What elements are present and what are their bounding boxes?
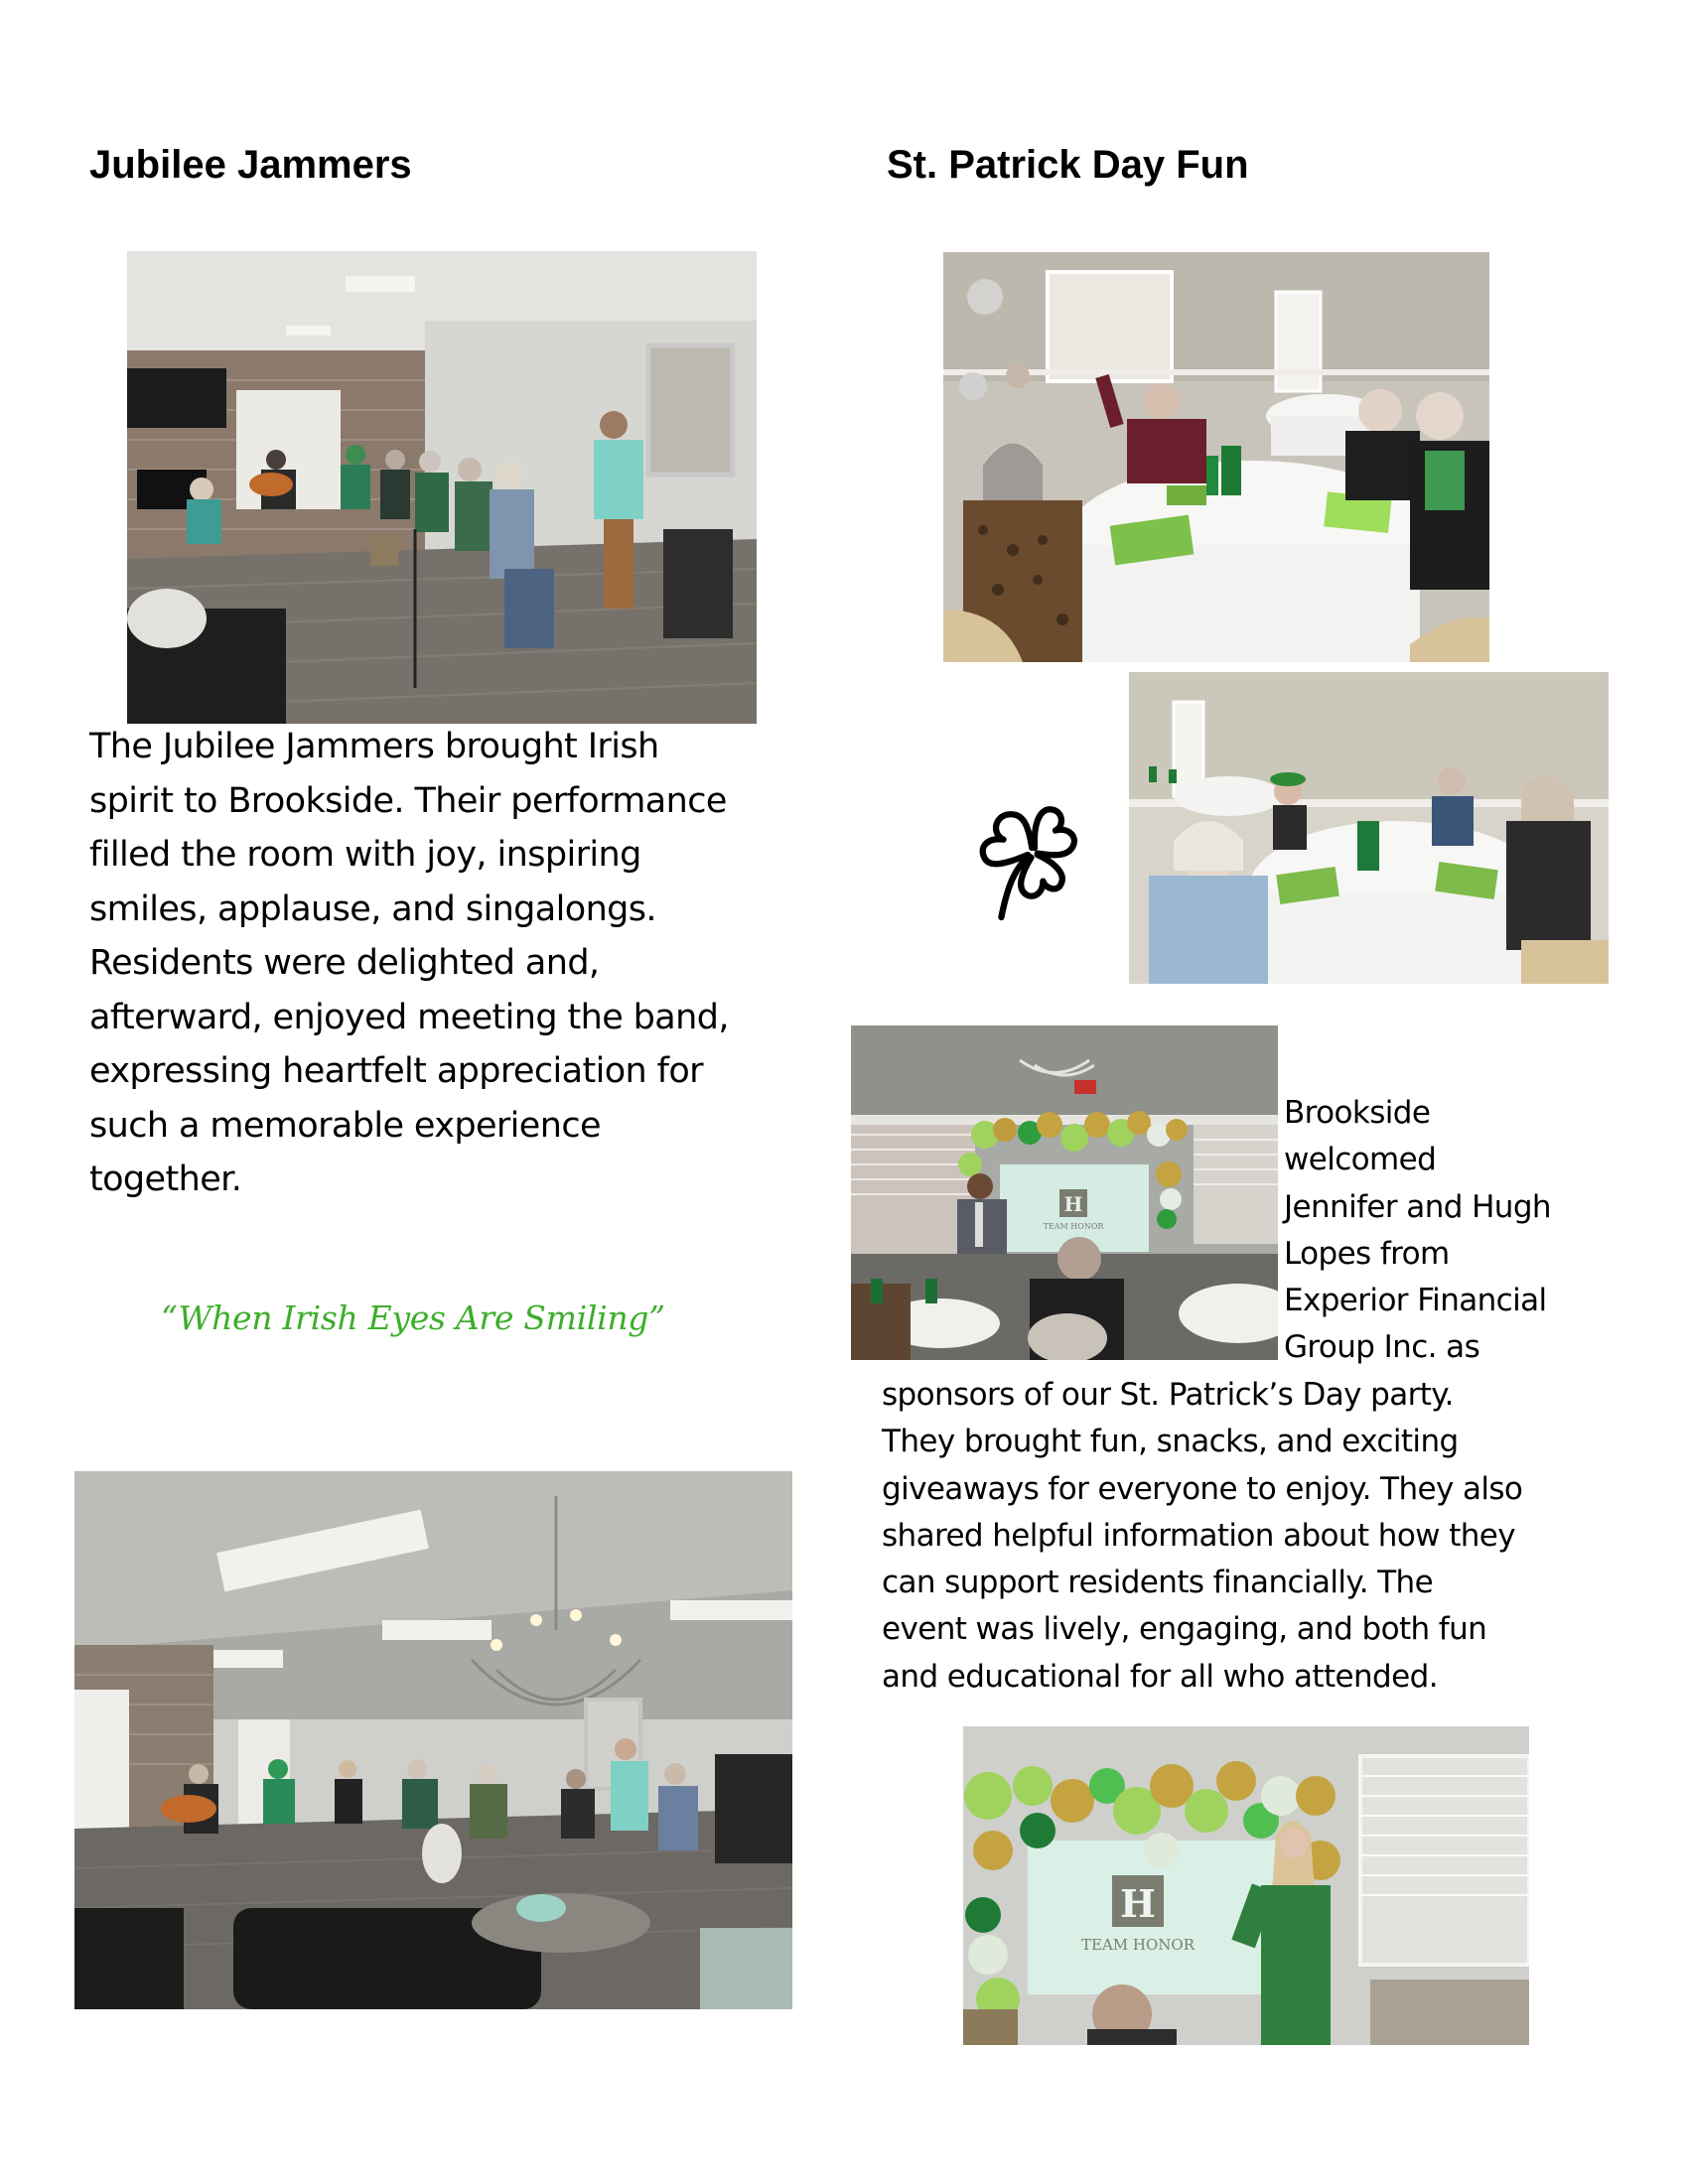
paragraph-line: afterward, enjoyed meeting the band, xyxy=(89,997,729,1037)
paragraph-line: The Jubilee Jammers brought Irish xyxy=(89,727,659,766)
paragraph-line: together. xyxy=(89,1160,242,1199)
song-quote: “When Irish Eyes Are Smiling” xyxy=(161,1298,665,1337)
shamrock-icon xyxy=(965,782,1104,941)
paragraph-line: They brought fun, snacks, and exciting xyxy=(882,1424,1459,1460)
paragraph-line: Brookside xyxy=(1284,1095,1431,1131)
section-title-st-patrick-day-fun: St. Patrick Day Fun xyxy=(887,143,1249,187)
jubilee-jammers-description xyxy=(89,720,729,1207)
paragraph-line: Jennifer and Hugh xyxy=(1284,1188,1551,1225)
paragraph-line: Lopes from xyxy=(1284,1235,1450,1272)
team-honor-speaker-photo xyxy=(963,1726,1529,2045)
paragraph-line: expressing heartfelt appreciation for xyxy=(89,1051,703,1091)
jubilee-jammers-circle-performance-photo xyxy=(74,1471,792,2009)
paragraph-line: Group Inc. as xyxy=(1284,1329,1480,1366)
paragraph-line: smiles, applause, and singalongs. xyxy=(89,888,656,929)
paragraph-line: Residents were delighted and, xyxy=(89,943,600,983)
paragraph-line: and educational for all who attended. xyxy=(882,1658,1438,1695)
svg-text:TEAM HONOR: TEAM HONOR xyxy=(1043,1222,1104,1231)
paragraph-line: welcomed xyxy=(1284,1142,1437,1178)
paragraph-line: filled the room with joy, inspiring xyxy=(89,835,641,875)
paragraph-line: can support residents financially. The xyxy=(882,1565,1434,1601)
jubilee-jammers-band-lounge-photo xyxy=(127,251,757,724)
team-honor-presentation-photo xyxy=(851,1025,1278,1360)
paragraph-line: giveaways for everyone to enjoy. They also xyxy=(882,1470,1523,1507)
paragraph-line: shared helpful information about how they xyxy=(882,1517,1516,1554)
paragraph-line: sponsors of our St. Patrick’s Day party. xyxy=(882,1377,1454,1413)
sponsor-description-wrapped xyxy=(1284,1090,1551,1372)
residents-festive-hats-table-photo xyxy=(1129,672,1609,984)
paragraph-line: such a memorable experience xyxy=(89,1105,601,1146)
svg-text:TEAM HONOR: TEAM HONOR xyxy=(1080,1936,1196,1954)
paragraph-line: event was lively, engaging, and both fun xyxy=(882,1611,1487,1648)
paragraph-line: Experior Financial xyxy=(1284,1283,1547,1319)
svg-text:H: H xyxy=(1063,1192,1083,1216)
svg-text:H: H xyxy=(1120,1881,1156,1926)
paragraph-line: spirit to Brookside. Their performance xyxy=(89,780,727,821)
residents-bingo-table-photo xyxy=(943,252,1489,662)
sponsor-description-full xyxy=(882,1372,1522,1701)
section-title-jubilee-jammers: Jubilee Jammers xyxy=(89,143,412,187)
